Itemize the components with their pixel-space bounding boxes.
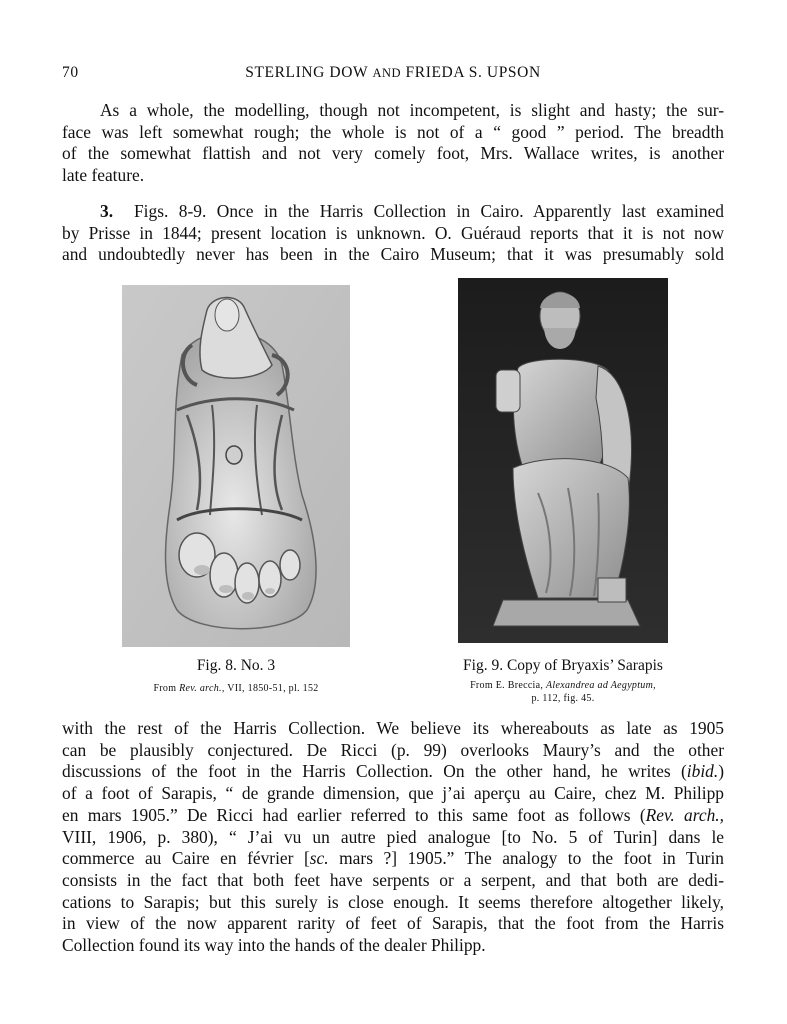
figure-8-source: From Rev. arch., VII, 1850-51, pl. 152	[153, 683, 319, 694]
figure-8-image	[122, 285, 350, 647]
text-line: discussions of the foot in the Harris Collection. On the other hand, he writes (ibid.)	[62, 761, 724, 782]
section-number: 3.	[100, 201, 114, 221]
text-line: can be plausibly conjectured. De Ricci (p. 99) overlooks Maury’s and the other	[62, 739, 724, 760]
text-line: en mars 1905.” De Ricci had earlier referred to this same foot as follows (Rev. arch.,	[62, 804, 724, 825]
text-line: As a whole, the modelling, though not incompetent, is slight and hasty; the sur-	[100, 100, 724, 120]
paragraph-harris-collection	[62, 718, 724, 957]
figure-8-caption: Fig. 8. No. 3	[196, 657, 276, 674]
text-line: in view of the now apparent rarity of feet of Sarapis, that the foot from the Harris	[62, 913, 724, 934]
text-line: consists in the fact that both feet have serpents or a serpent, and that both are dedi-	[62, 869, 724, 890]
text-line: Collection found its way into the hands of the dealer Philipp.	[62, 935, 486, 956]
figure-9-image	[458, 278, 668, 643]
text-line: face was left somewhat rough; the whole is not of a “ good ” period. The breadth	[62, 121, 724, 142]
text-line: late feature.	[62, 165, 145, 186]
text-line: of the somewhat flattish and not very comely foot, Mrs. Wallace writes, is another	[62, 143, 724, 164]
paragraph-no-3	[62, 201, 724, 266]
paragraph-modelling	[62, 100, 724, 187]
text-line: of a foot of Sarapis, “ de grande dimension, que j’ai aperçu au Caire, chez M. Philipp	[62, 783, 724, 804]
figure-9-source: From E. Breccia, Alexandrea ad Aegyptum, p. 112, fig. 45.	[470, 680, 656, 704]
running-head	[62, 64, 724, 82]
page-header	[62, 64, 724, 88]
text-line: 3. Figs. 8-9. Once in the Harris Collection in Cairo. Apparently last examined	[100, 201, 724, 221]
author-1: STERLING DOW	[245, 64, 368, 81]
text-line: cations to Sarapis; but this surely is close enough. It seems therefore altogether likely,	[62, 891, 724, 912]
text-line: with the rest of the Harris Collection. We believe its whereabouts as late as 1905	[62, 718, 724, 738]
author-connector: AND	[372, 66, 402, 80]
page-number: 70	[62, 64, 79, 81]
text-line: by Prisse in 1844; present location is unknown. O. Guéraud reports that it is not now	[62, 222, 724, 243]
text-line: VIII, 1906, p. 380), “ J’ai vu un autre pied analogue [to No. 5 of Turin] dans le	[62, 826, 724, 847]
author-2: FRIEDA S. UPSON	[405, 64, 541, 81]
text-line: and undoubtedly never has been in the Cairo Museum; that it was presumably sold	[62, 244, 724, 265]
text-line: commerce au Caire en février [sc. mars ?] 1905.” The analogy to the foot in Turin	[62, 848, 725, 869]
figure-9-caption: Fig. 9. Copy of Bryaxis’ Sarapis	[463, 657, 663, 674]
